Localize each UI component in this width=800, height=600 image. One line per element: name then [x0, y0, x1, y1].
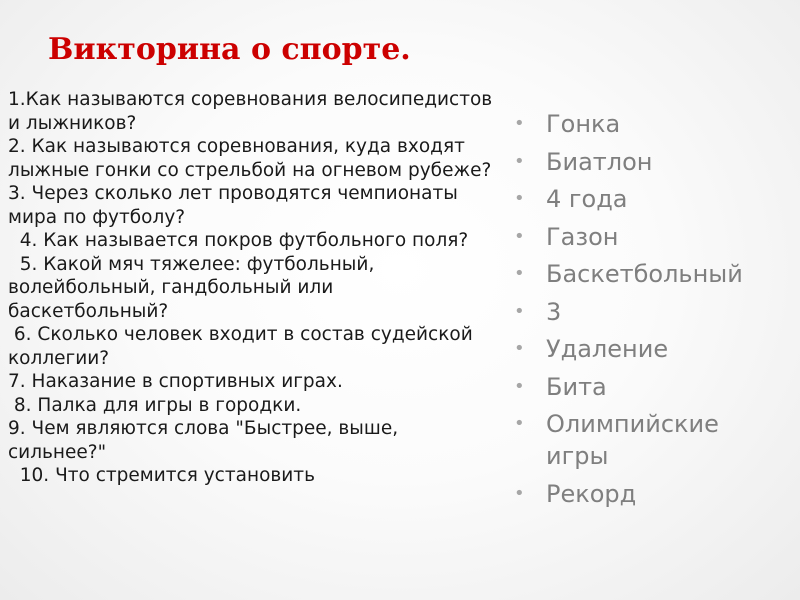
- answer-item: [512, 296, 762, 328]
- answer-text: Газон: [546, 222, 619, 251]
- bullet-icon: •: [514, 225, 525, 247]
- answer-item: [512, 408, 762, 472]
- bullet-icon: •: [514, 150, 525, 172]
- questions-list: [8, 88, 499, 488]
- bullet-icon: •: [514, 188, 525, 209]
- answers-list: [512, 108, 762, 515]
- answer-item: [512, 108, 762, 140]
- bullet-icon: •: [514, 300, 525, 322]
- question-item: 10. Что стремится установить: [8, 465, 315, 486]
- question-item: 1.Как называются соревнования велосипедистов и лыжников?: [8, 89, 499, 134]
- answer-item: [512, 258, 762, 290]
- answer-text: Баскетбольный: [546, 260, 743, 288]
- answer-item: [512, 478, 762, 510]
- question-item: 7. Наказание в спортивных играх.: [8, 371, 343, 392]
- question-item: 6. Сколько человек входит в состав судейской коллегии?: [8, 324, 479, 369]
- answer-text: Бита: [546, 372, 607, 401]
- bullet-icon: •: [514, 413, 525, 434]
- answer-item: [512, 146, 762, 178]
- question-item: 9. Чем являются слова "Быстрее, выше, сильнее?": [8, 418, 404, 463]
- bullet-icon: •: [514, 482, 525, 504]
- question-item: 2. Как называются соревнования, куда входят лыжные гонки со стрельбой на огневом рубеже?: [8, 136, 492, 181]
- slide-title: Викторина о спорте.: [48, 32, 411, 67]
- answer-item: [512, 183, 762, 215]
- answer-text: Удаление: [546, 335, 669, 363]
- answer-text: Олимпийские игры: [546, 410, 719, 470]
- question-item: 5. Какой мяч тяжелее: футбольный, волейбольный, гандбольный или баскетбольный?: [8, 253, 381, 322]
- bullet-icon: •: [514, 263, 525, 284]
- bullet-icon: •: [514, 375, 525, 397]
- answer-item: [512, 371, 762, 403]
- question-item: 3. Через сколько лет проводятся чемпионаты мира по футболу?: [8, 183, 464, 228]
- question-item: 4. Как называется покров футбольного поля?: [8, 230, 469, 251]
- answer-text: 3: [546, 297, 562, 326]
- answer-text: Рекорд: [546, 479, 637, 508]
- bullet-icon: •: [514, 338, 525, 359]
- answer-text: Биатлон: [546, 147, 653, 176]
- answer-item: [512, 333, 762, 365]
- answer-text: 4 года: [546, 185, 628, 213]
- question-item: 8. Палка для игры в городки.: [8, 394, 302, 416]
- bullet-icon: •: [514, 113, 525, 134]
- answer-item: [512, 221, 762, 253]
- answer-text: Гонка: [546, 110, 621, 138]
